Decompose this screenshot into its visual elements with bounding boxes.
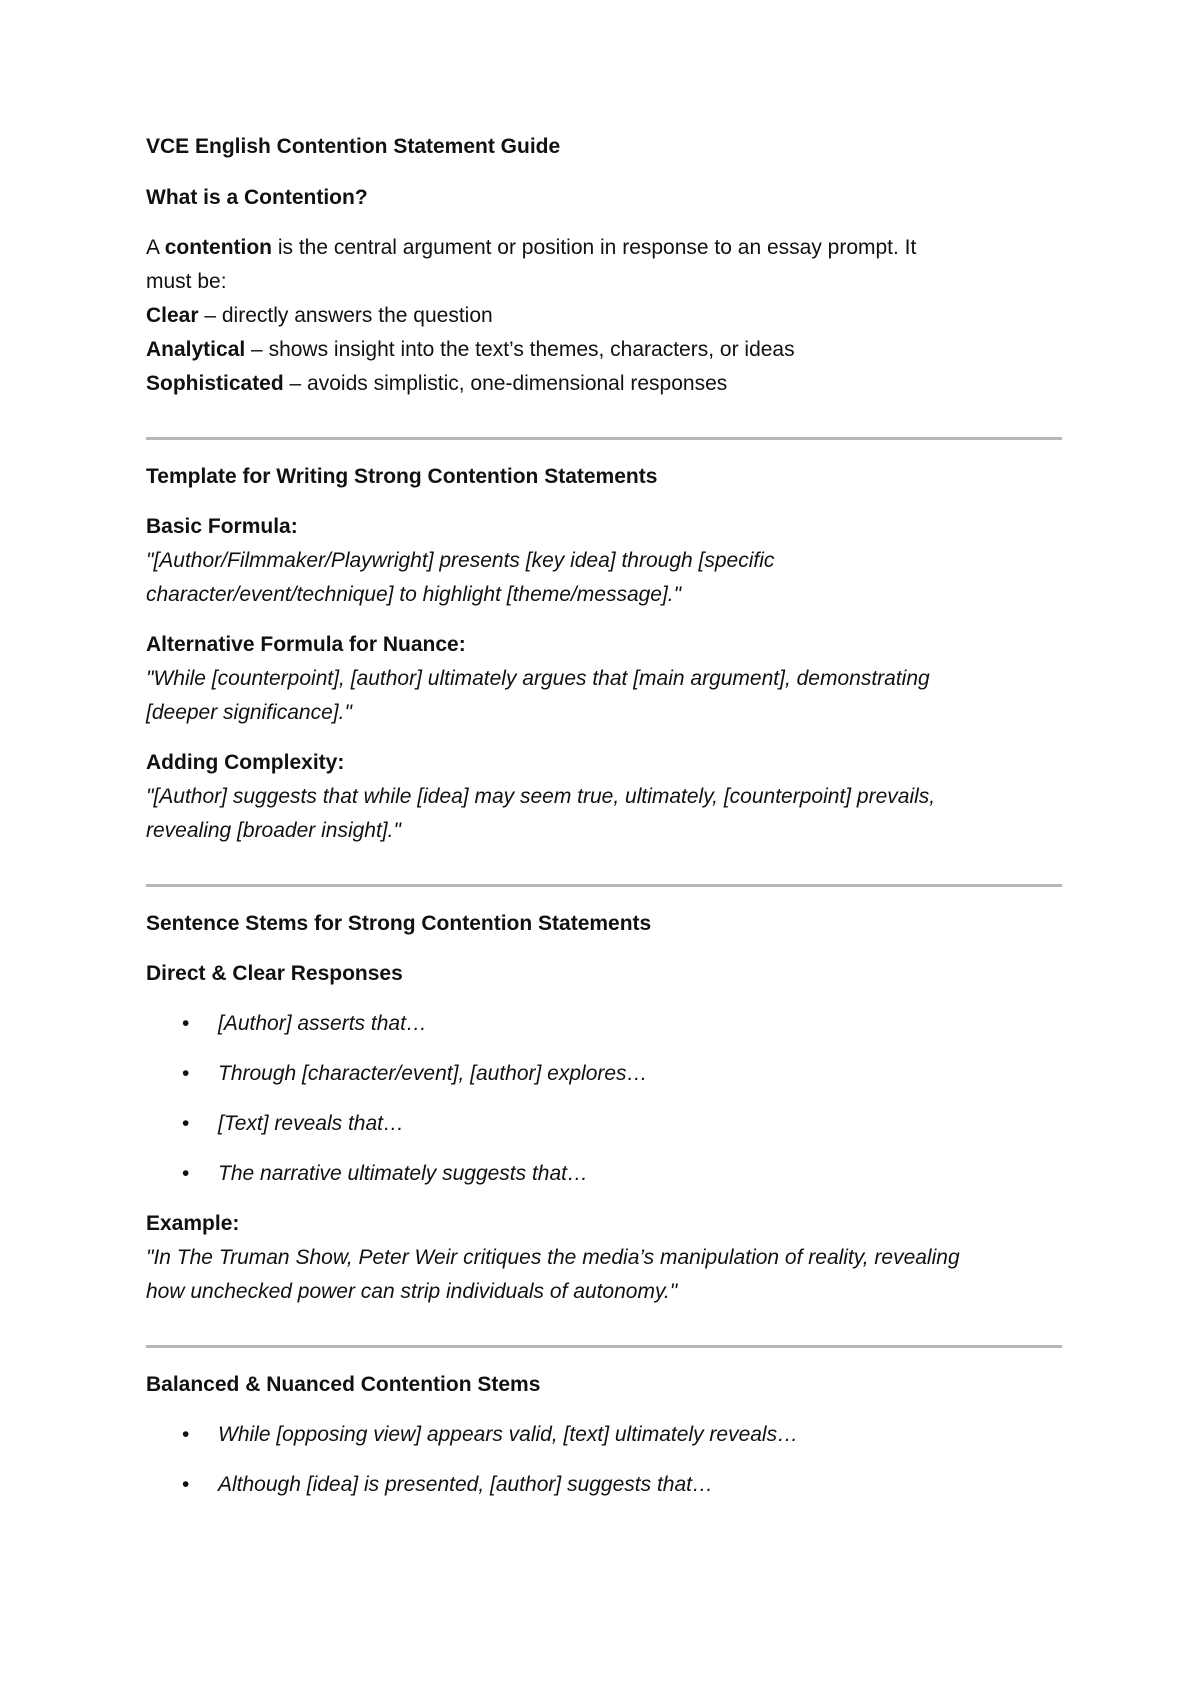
basic-formula <box>146 510 1062 612</box>
list-item: • [Text] reveals that… <box>146 1107 1062 1141</box>
direct-stems-list <box>146 1007 1062 1191</box>
alternative-formula-label: Alternative Formula for Nuance: <box>146 633 466 656</box>
list-item: • [Author] asserts that… <box>146 1007 1062 1041</box>
criterion-analytical: Analytical – shows insight into the text’s themes, characters, or ideas <box>146 338 795 361</box>
bullet-icon: • <box>182 1473 190 1496</box>
example-line-2: how unchecked power can strip individuals of autonomy." <box>146 1280 678 1303</box>
example-block <box>146 1207 1062 1309</box>
list-item: • While [opposing view] appears valid, [text] ultimately reveals… <box>146 1418 1062 1452</box>
alternative-formula-line-1: "While [counterpoint], [author] ultimately argues that [main argument], demonstrating <box>146 667 930 690</box>
bullet-icon: • <box>182 1423 190 1446</box>
example-label: Example: <box>146 1212 240 1235</box>
contention-definition <box>146 231 1062 401</box>
criterion-clear: Clear – directly answers the question <box>146 304 493 327</box>
definition-term: contention <box>164 236 273 259</box>
complexity-formula-line-2: revealing [broader insight]." <box>146 819 401 842</box>
list-item: • Through [character/event], [author] explores… <box>146 1057 1062 1091</box>
list-item: • The narrative ultimately suggests that… <box>146 1157 1062 1191</box>
section-heading-what-is-contention: What is a Contention? <box>146 186 368 209</box>
balanced-stems-list <box>146 1418 1062 1502</box>
document-title: VCE English Contention Statement Guide <box>146 135 561 158</box>
basic-formula-line-1: "[Author/Filmmaker/Playwright] presents [key idea] through [specific <box>146 549 775 572</box>
bullet-icon: • <box>182 1062 190 1085</box>
alternative-formula <box>146 628 1062 730</box>
section-heading-balanced: Balanced & Nuanced Contention Stems <box>146 1373 541 1396</box>
section-heading-templates: Template for Writing Strong Contention Statements <box>146 465 658 488</box>
bullet-icon: • <box>182 1162 190 1185</box>
definition-line-1: A contention is the central argument or position in response to an essay prompt. It <box>146 236 917 259</box>
subheading-direct-clear: Direct & Clear Responses <box>146 962 403 985</box>
basic-formula-line-2: character/event/technique] to highlight [theme/message]." <box>146 583 682 606</box>
example-line-1: "In The Truman Show, Peter Weir critiques the media’s manipulation of reality, revealing <box>146 1246 960 1269</box>
bullet-icon: • <box>182 1112 190 1135</box>
complexity-formula-line-1: "[Author] suggests that while [idea] may seem true, ultimately, [counterpoint] prevails, <box>146 785 936 808</box>
section-heading-sentence-stems: Sentence Stems for Strong Contention Statements <box>146 912 652 935</box>
list-item: • Although [idea] is presented, [author] suggests that… <box>146 1468 1062 1502</box>
basic-formula-label: Basic Formula: <box>146 515 298 538</box>
bullet-icon: • <box>182 1012 190 1035</box>
alternative-formula-line-2: [deeper significance]." <box>146 701 352 724</box>
complexity-formula <box>146 746 1062 848</box>
definition-line-2: must be: <box>146 270 227 293</box>
complexity-formula-label: Adding Complexity: <box>146 751 345 774</box>
criterion-sophisticated: Sophisticated – avoids simplistic, one-dimensional responses <box>146 372 728 395</box>
document-page <box>146 130 1062 1518</box>
